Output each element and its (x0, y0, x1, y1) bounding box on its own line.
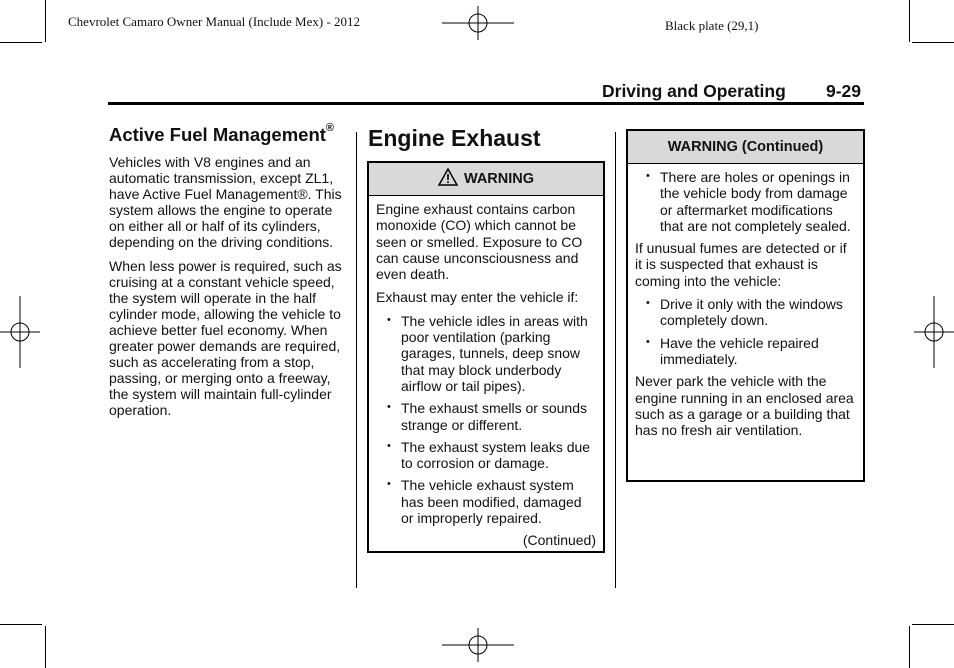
list-item: • The exhaust smells or sounds strange or different. (376, 400, 596, 433)
column-divider (615, 132, 616, 588)
registration-mark-icon (914, 296, 954, 368)
continued-label: (Continued) (522, 532, 596, 549)
print-doc-title: Chevrolet Camaro Owner Manual (Include Mex) - 2012 (68, 14, 361, 29)
crop-mark (45, 626, 46, 668)
warning-bullet-list (635, 169, 856, 234)
warning-triangle-icon (438, 168, 458, 186)
list-item: • The vehicle exhaust system has been modified, damaged or improperly repaired. (376, 477, 596, 526)
running-head-section: Driving and Operating (602, 81, 786, 101)
afm-heading-text: Active Fuel Management (109, 124, 326, 145)
warning-lead: Exhaust may enter the vehicle if: (376, 289, 579, 306)
warning-continued-box (626, 129, 865, 482)
warning-label: WARNING (463, 171, 535, 187)
warning-intro: Engine exhaust contains carbon monoxide (CO) which cannot be seen or smelled. Exposure to CO can cause unconsciousness and even death. (376, 201, 583, 283)
afm-section (109, 124, 345, 426)
warning-continued-header: WARNING (Continued) (628, 131, 863, 164)
warning-box (367, 161, 605, 553)
afm-paragraph: When less power is required, such as cruising at a constant vehicle speed, the system will operate in the half cylinder mode, allowing the vehicle to achieve better fuel economy. When greater power demands are required, such as accelerating from a stop, passing, or merging onto a freeway, the system will maintain full-cylinder operation. (109, 258, 342, 418)
list-item: • The exhaust system leaks due to corrosion or damage. (376, 439, 596, 472)
registration-mark-icon (0, 296, 40, 368)
page-number: 9-29 (826, 81, 862, 101)
warning-continued-body (628, 164, 863, 438)
warning-bullet-list (376, 313, 596, 527)
warning-paragraph: Never park the vehicle with the engine running in an enclosed area such as a garage or a building that has no fresh air ventilation. (635, 373, 854, 439)
warning-bullet-list (635, 296, 856, 367)
crop-mark (45, 0, 46, 42)
crop-mark (909, 626, 910, 668)
list-item: • There are holes or openings in the vehicle body from damage or aftermarket modifications that are not completely sealed. (635, 169, 856, 234)
afm-heading (109, 124, 345, 146)
print-plate-label: Black plate (29,1) (665, 18, 759, 33)
registration-mark-icon (442, 6, 514, 40)
crop-mark (0, 42, 42, 43)
crop-mark (912, 624, 954, 625)
crop-mark (909, 0, 910, 42)
warning-paragraph: If unusual fumes are detected or if it is suspected that exhaust is coming into the vehicle: (635, 240, 847, 289)
crop-mark (912, 42, 954, 43)
list-item: • Drive it only with the windows completely down. (635, 296, 856, 329)
warning-header (369, 163, 603, 196)
warning-body (369, 196, 603, 549)
list-item: • Have the vehicle repaired immediately. (635, 335, 856, 368)
afm-paragraph: Vehicles with V8 engines and an automatic transmission, except ZL1, have Active Fuel Management®. This system allows the engine to operate on either all or half of its cylinders, depending on the driving conditions. (109, 154, 342, 250)
engine-exhaust-heading: Engine Exhaust (368, 125, 541, 151)
crop-mark (0, 624, 42, 625)
registration-mark-icon (442, 628, 514, 662)
header-rule (108, 102, 864, 105)
list-item: • The vehicle idles in areas with poor ventilation (parking garages, tunnels, deep snow that may block underbody airflow or tail pipes). (376, 313, 596, 394)
column-divider (356, 132, 357, 588)
registered-mark: ® (325, 122, 335, 134)
